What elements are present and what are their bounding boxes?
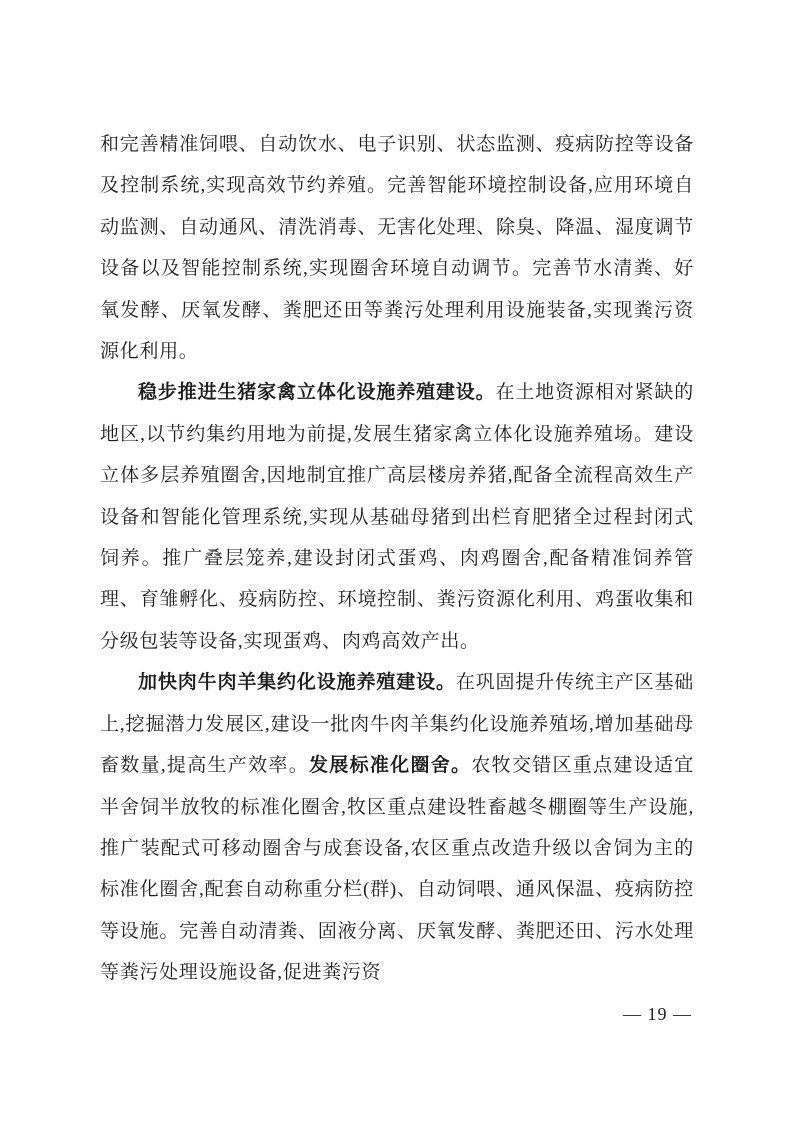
text-run: 在巩固提升传统主产区基础上,挖掘潜力发展区,建设一批肉牛肉羊集约化设施养殖场,增加基础母畜数量,提高生产效率。 [100, 672, 695, 777]
paragraph [100, 662, 694, 993]
paragraph [100, 372, 694, 662]
bold-run: 发展标准化圈舍。 [309, 755, 472, 777]
page-footer [100, 1004, 694, 1025]
body-text [100, 124, 694, 994]
page-number: — 19 — [623, 1004, 692, 1024]
paragraph [100, 124, 694, 372]
text-run: 在土地资源相对紧缺的地区,以节约集约用地为前提,发展生猪家禽立体化设施养殖场。建设立体多层养殖圈舍,因地制宜推广高层楼房养猪,配备全流程高效生产设备和智能化管理系统,实现从基础母猪到出栏育肥猪全过程封闭式饲养。推广叠层笼养,建设封闭式蛋鸡、肉鸡圈舍,配备精准饲养管理、育雏孵化、疫病防控、环境控制、粪污资源化利用、鸡蛋收集和分级包装等设备,实现蛋鸡、肉鸡高效产出。 [100, 382, 694, 652]
text-run: 农牧交错区重点建设适宜半舍饲半放牧的标准化圈舍,牧区重点建设牲畜越冬棚圈等生产设施,推广装配式可移动圈舍与成套设备,农区重点改造升级以舍饲为主的标准化圈舍,配套自动称重分栏(群)、自动饲喂、通风保温、疫病防控等设施。完善自动清粪、固液分离、厌氧发酵、粪肥还田、污水处理等粪污处理设施设备,促进粪污资 [100, 755, 695, 984]
text-run: 和完善精准饲喂、自动饮水、电子识别、状态监测、疫病防控等设备及控制系统,实现高效节约养殖。完善智能环境控制设备,应用环境自动监测、自动通风、清洗消毒、无害化处理、除臭、降温、湿度调节设备以及智能控制系统,实现圈舍环境自动调节。完善节水清粪、好氧发酵、厌氧发酵、粪肥还田等粪污处理利用设施装备,实现粪污资源化利用。 [100, 134, 694, 363]
bold-run: 稳步推进生猪家禽立体化设施养殖建设。 [138, 382, 496, 404]
bold-run: 加快肉牛肉羊集约化设施养殖建设。 [138, 672, 456, 694]
